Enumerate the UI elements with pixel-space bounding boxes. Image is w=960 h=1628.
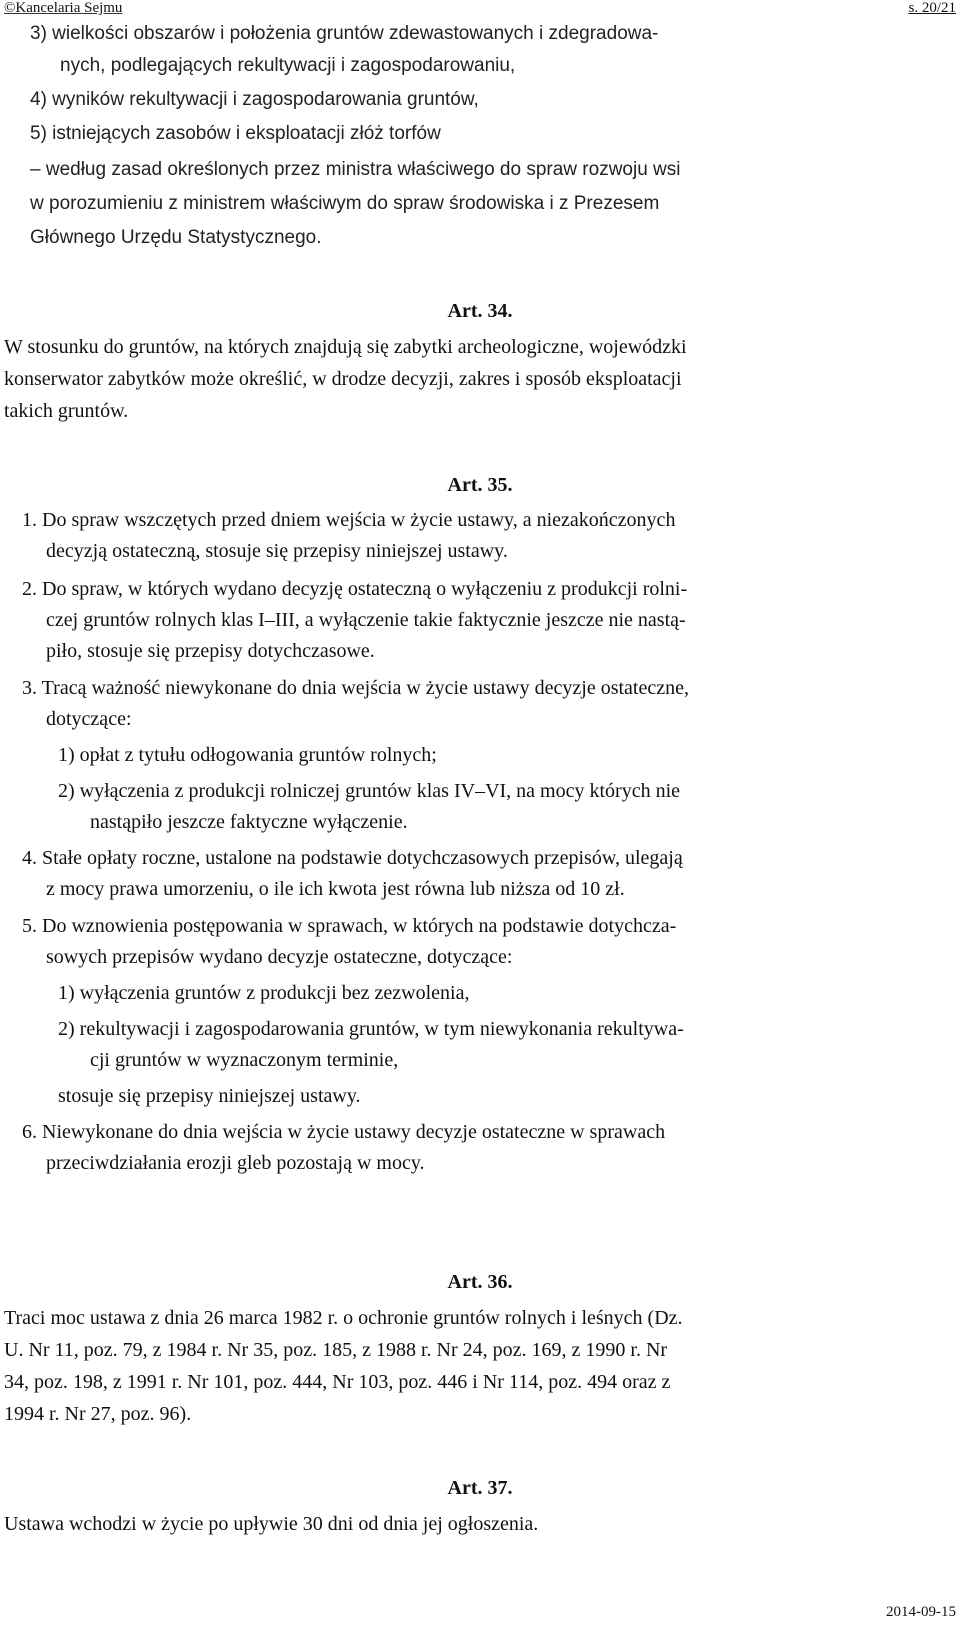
art35-p5-line-1: 5. Do wznowienia postępowania w sprawach, w których na podstawie dotychcza- xyxy=(22,915,677,937)
art35-p5-item-2-line-2: cji gruntów w wyznaczonym terminie, xyxy=(90,1049,399,1071)
art35-p1-line-1: 1. Do spraw wszczętych przed dniem wejścia w życie ustawy, a niezakończonych xyxy=(22,509,676,531)
art35-p5-line-2: sowych przepisów wydano decyzje ostateczne, dotyczące: xyxy=(46,946,513,968)
item-5: 5) istniejących zasobów i eksploatacji złóż torfów xyxy=(30,123,441,144)
art35-p6-line-1: 6. Niewykonane do dnia wejścia w życie ustawy decyzje ostateczne w sprawach xyxy=(22,1121,666,1143)
art37-line-1: Ustawa wchodzi w życie po upływie 30 dni od dnia jej ogłoszenia. xyxy=(4,1513,539,1535)
art35-p5-item-1: 1) wyłączenia gruntów z produkcji bez zezwolenia, xyxy=(58,982,470,1004)
art34-line-3: takich gruntów. xyxy=(4,400,129,422)
item-3-line-1: 3) wielkości obszarów i położenia gruntów zdewastowanych i zdegradowa- xyxy=(30,23,659,44)
art35-p2-line-2: czej gruntów rolnych klas I–III, a wyłączenie takie faktycznie jeszcze nie nastą- xyxy=(46,609,686,631)
art34-line-2: konserwator zabytków może określić, w drodze decyzji, zakres i sposób eksploatacji xyxy=(4,368,682,390)
publisher-label: ©Kancelaria Sejmu xyxy=(4,0,123,16)
art35-p4-line-1: 4. Stałe opłaty roczne, ustalone na podstawie dotychczasowych przepisów, ulegają xyxy=(22,847,683,869)
art35-p5-tail: stosuje się przepisy niniejszej ustawy. xyxy=(58,1085,361,1107)
item-3-line-2: nych, podlegających rekultywacji i zagospodarowaniu, xyxy=(60,55,516,76)
art35-p3-item-1: 1) opłat z tytułu odłogowania gruntów rolnych; xyxy=(58,744,437,766)
article-37-title: Art. 37. xyxy=(447,1477,513,1499)
art36-line-4: 1994 r. Nr 27, poz. 96). xyxy=(4,1403,192,1425)
item-4: 4) wyników rekultywacji i zagospodarowania gruntów, xyxy=(30,89,479,110)
article-35-title: Art. 35. xyxy=(447,474,513,496)
page-header xyxy=(4,0,956,17)
art35-p3-line-2: dotyczące: xyxy=(46,708,132,730)
art35-p2-line-3: piło, stosuje się przepisy dotychczasowe. xyxy=(46,640,375,662)
art36-line-3: 34, poz. 198, z 1991 r. Nr 101, poz. 444, Nr 103, poz. 446 i Nr 114, poz. 494 oraz z xyxy=(4,1371,671,1393)
art35-p2-line-1: 2. Do spraw, w których wydano decyzję ostateczną o wyłączeniu z produkcji rolni- xyxy=(22,578,688,600)
art36-line-1: Traci moc ustawa z dnia 26 marca 1982 r. o ochronie gruntów rolnych i leśnych (Dz. xyxy=(4,1307,683,1329)
art34-line-1: W stosunku do gruntów, na których znajdują się zabytki archeologiczne, wojewódzki xyxy=(4,336,687,358)
art35-p5-item-2-line-1: 2) rekultywacji i zagospodarowania gruntów, w tym niewykonania rekultywa- xyxy=(58,1018,684,1040)
tail-line-3: Głównego Urzędu Statystycznego. xyxy=(30,227,322,248)
art36-line-2: U. Nr 11, poz. 79, z 1984 r. Nr 35, poz. 185, z 1988 r. Nr 24, poz. 169, z 1990 r. Nr xyxy=(4,1339,668,1361)
art35-p6-line-2: przeciwdziałania erozji gleb pozostają w mocy. xyxy=(46,1152,425,1174)
article-36-title: Art. 36. xyxy=(447,1271,513,1293)
page-footer xyxy=(4,1604,956,1621)
art35-p4-line-2: z mocy prawa umorzeniu, o ile ich kwota jest równa lub niższa od 10 zł. xyxy=(46,878,625,900)
tail-line-2: w porozumieniu z ministrem właściwym do spraw środowiska i z Prezesem xyxy=(30,193,660,214)
art35-p3-item-2-line-2: nastąpiło jeszcze faktyczne wyłączenie. xyxy=(90,811,408,833)
art35-p3-line-1: 3. Tracą ważność niewykonane do dnia wejścia w życie ustawy decyzje ostateczne, xyxy=(22,677,689,699)
publication-date: 2014-09-15 xyxy=(886,1604,956,1620)
tail-line-1: – według zasad określonych przez ministra właściwego do spraw rozwoju wsi xyxy=(30,159,681,180)
page-number: s. 20/21 xyxy=(908,0,956,16)
art35-p1-line-2: decyzją ostateczną, stosuje się przepisy niniejszej ustawy. xyxy=(46,540,508,562)
art35-p3-item-2-line-1: 2) wyłączenia z produkcji rolniczej gruntów klas IV–VI, na mocy których nie xyxy=(58,780,681,802)
article-34-title: Art. 34. xyxy=(447,300,513,322)
